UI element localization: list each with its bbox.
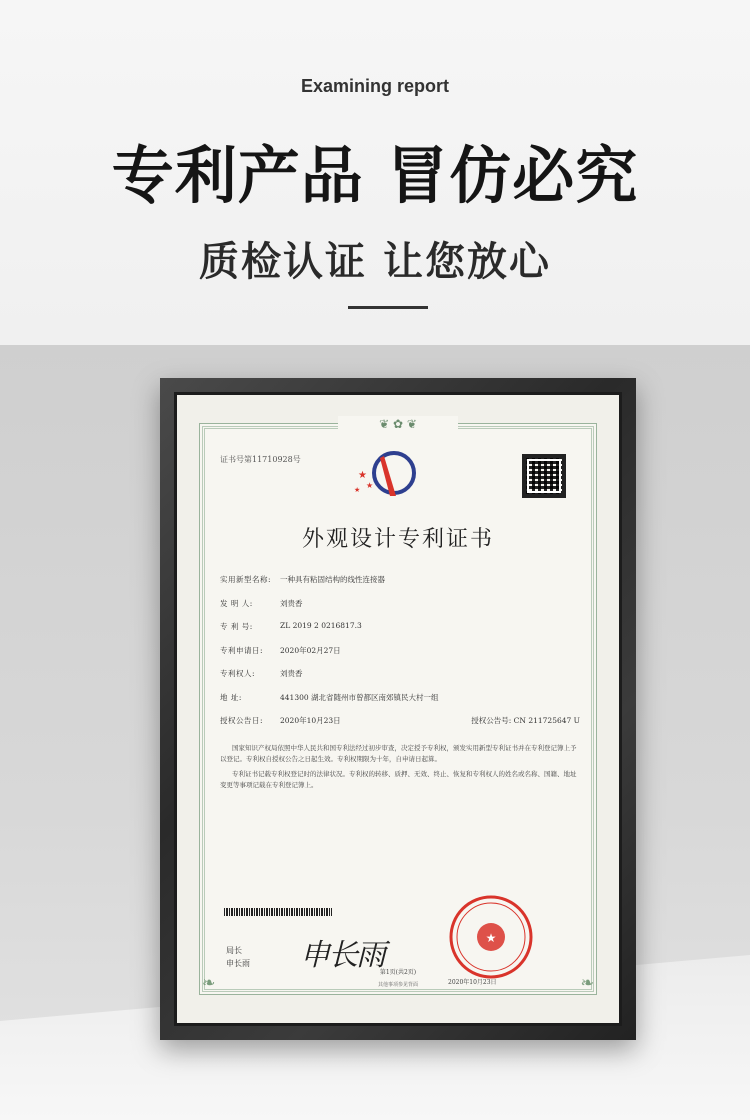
footer-note: 其他事项参见背面 xyxy=(377,982,418,988)
certificate-mat xyxy=(177,395,619,1023)
svg-text:★: ★ xyxy=(366,481,374,490)
barcode xyxy=(224,908,332,916)
corner-ornament-icon: ❧ xyxy=(580,973,594,992)
field-extra: 授权公告号: CN 211725647 U xyxy=(471,716,580,725)
certificate-paragraph: 专利证书记载专利权登记时的法律状况。专利权的转移、质押、无效、终止、恢复和专利权人的姓名或名称、国籍、地址变更等事项记载在专利登记簿上。 xyxy=(220,769,577,789)
field-label: 地 址: xyxy=(220,692,242,702)
subheadline: 质检认证 让您放心 xyxy=(199,239,551,285)
headline: 专利产品 冒仿必究 xyxy=(111,139,639,212)
certificate-title: 外观设计专利证书 xyxy=(301,527,494,552)
field-value: 刘贵香 xyxy=(280,598,303,608)
field-row xyxy=(220,621,580,645)
field-label: 专利权人: xyxy=(220,669,256,678)
certificate-fields xyxy=(220,574,580,791)
field-row xyxy=(220,692,580,716)
divider xyxy=(348,306,428,309)
signature-name: 申长雨 xyxy=(226,959,250,968)
qr-code xyxy=(522,454,566,498)
field-row xyxy=(220,598,580,622)
field-value: 一种具有粘固结构的线性连接器 xyxy=(280,575,385,584)
field-row xyxy=(220,668,580,692)
field-label: 发 明 人: xyxy=(220,598,253,608)
field-row xyxy=(220,715,580,739)
certificate-number: 证书号第11710928号 xyxy=(220,455,301,464)
field-row xyxy=(220,574,580,598)
field-label: 实用新型名称: xyxy=(220,575,272,584)
field-value: 2020年10月23日 xyxy=(280,716,341,725)
kicker-text: Examining report xyxy=(300,76,450,96)
patent-certificate xyxy=(199,417,597,995)
frame-inner xyxy=(174,392,622,1026)
svg-text:★: ★ xyxy=(485,931,497,945)
field-label: 专利申请日: xyxy=(220,645,264,655)
cnipa-emblem-icon xyxy=(350,448,430,498)
field-value: ZL 2019 2 0216817.3 xyxy=(280,621,362,630)
ornament-icon: ❦ ✿ ❦ xyxy=(338,416,458,432)
field-value: 2020年02月27日 xyxy=(280,645,341,655)
signature: 申长雨 xyxy=(300,938,384,973)
field-label: 授权公告日: xyxy=(220,716,264,725)
certificate-frame xyxy=(160,378,636,1040)
field-row xyxy=(220,645,580,669)
field-value: 441300 湖北省随州市曾都区南郊镇民大村一组 xyxy=(280,692,439,702)
page-number: 第1页(共2页) xyxy=(379,969,417,976)
field-value: 刘贵香 xyxy=(280,669,303,678)
seal-date: 2020年10月23日 xyxy=(448,979,497,986)
corner-ornament-icon: ❧ xyxy=(202,973,216,992)
signature-title: 局长 xyxy=(226,946,242,955)
svg-text:★: ★ xyxy=(358,470,367,481)
field-label: 专 利 号: xyxy=(220,622,253,631)
certificate-paragraph: 国家知识产权局依照中华人民共和国专利法经过初步审查，决定授予专利权，颁发实用新型专利证书并在专利登记簿上予以登记。专利权自授权公告之日起生效。专利权期限为十年，自申请日起算。 xyxy=(220,743,577,763)
svg-text:★: ★ xyxy=(354,486,361,494)
